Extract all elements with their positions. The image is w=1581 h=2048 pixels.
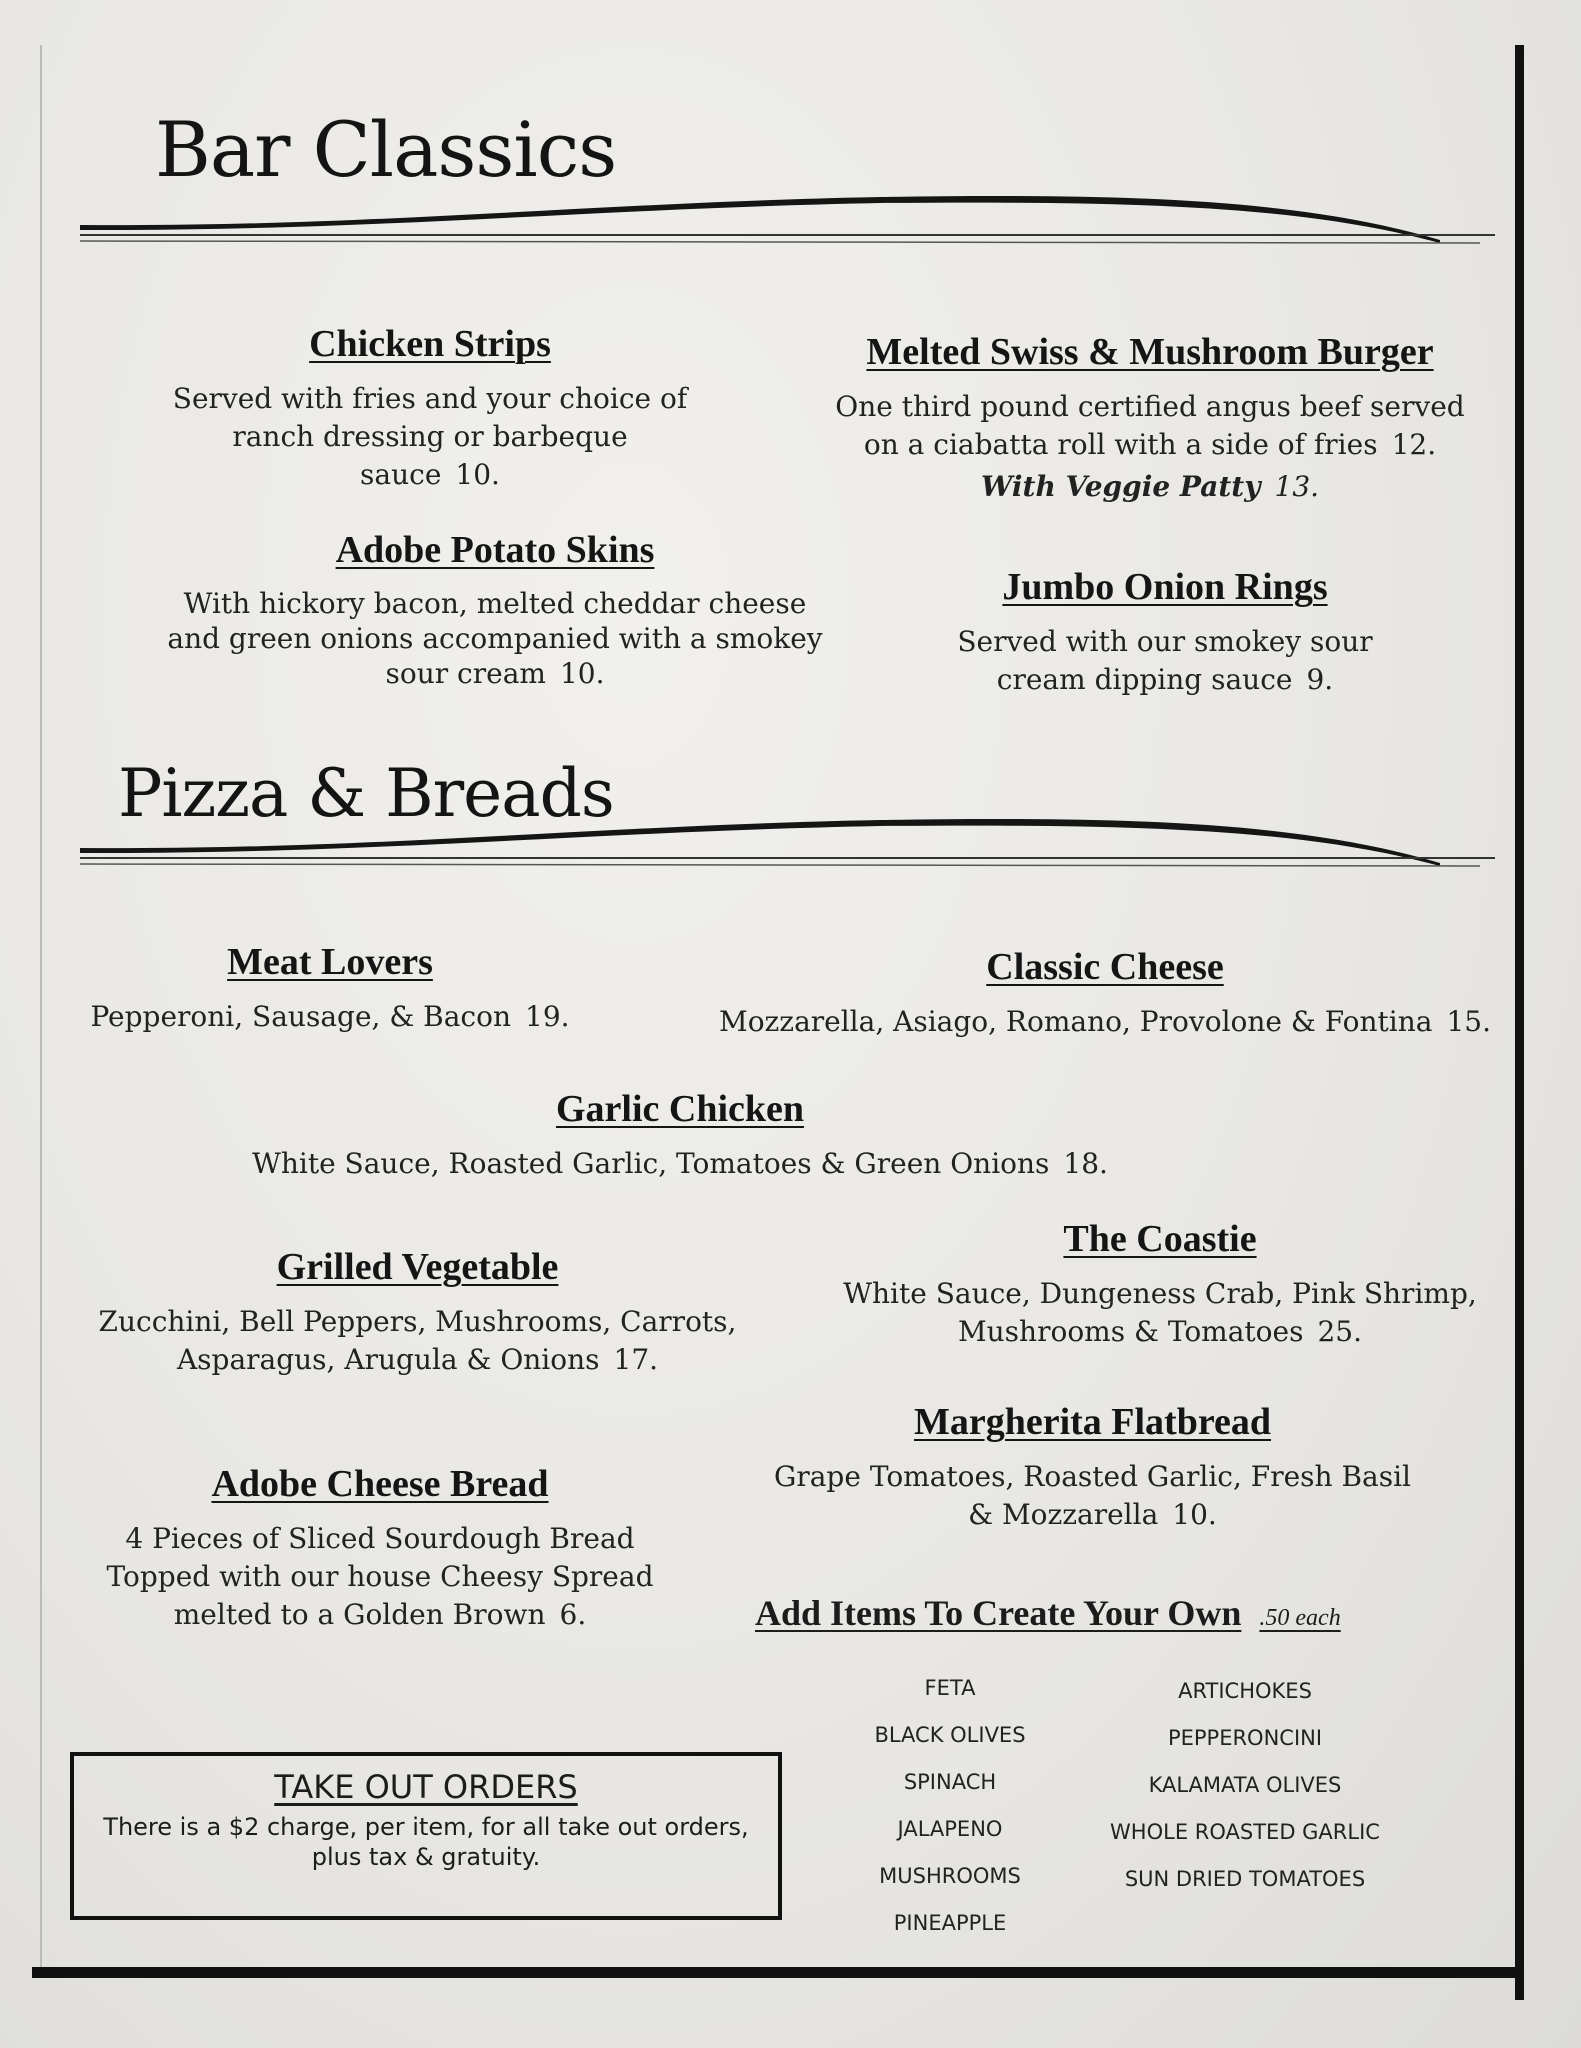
menu-item-grilled-vegetable (90, 1245, 745, 1379)
topping-item: ARTICHOKES (1178, 1679, 1312, 1703)
topping-item: SUN DRIED TOMATOES (1124, 1867, 1366, 1891)
menu-item-coastie (840, 1217, 1480, 1351)
item-description: White Sauce, Dungeness Crab, Pink Shrimp, Mushrooms & Tomatoes 25. (843, 1277, 1477, 1348)
item-description: Pepperoni, Sausage, & Bacon 19. (90, 1000, 570, 1033)
item-description: Mozzarella, Asiago, Romano, Provolone & Fontina 15. (719, 1005, 1491, 1038)
item-price: 10. (455, 458, 500, 491)
item-description: 4 Pieces of Sliced Sourdough Bread Topped with our house Cheesy Spread melted to a Golden Brown 6. (106, 1522, 654, 1631)
menu-item-onion-rings (935, 565, 1395, 699)
takeout-title: TAKE OUT ORDERS (274, 1768, 578, 1806)
item-description: One third pound certified angus beef served on a ciabatta roll with a side of fries 12. (835, 390, 1465, 461)
topping-item: SPINACH (903, 1770, 997, 1794)
menu-item-meat-lovers (70, 940, 590, 1036)
item-name: Grilled Vegetable (276, 1246, 559, 1288)
topping-item: MUSHROOMS (879, 1864, 1021, 1888)
topping-item: KALAMATA OLIVES (1148, 1773, 1342, 1797)
item-description: Grape Tomatoes, Roasted Garlic, Fresh Basil & Mozzarella 10. (773, 1460, 1411, 1531)
toppings-list-right (1090, 1668, 1400, 1903)
topping-item: BLACK OLIVES (874, 1723, 1026, 1747)
item-price: 12. (1391, 428, 1437, 461)
menu-item-cheese-bread (75, 1462, 685, 1634)
item-price: 10. (559, 657, 605, 690)
item-name: Margherita Flatbread (913, 1401, 1272, 1443)
item-price: 15. (1446, 1005, 1491, 1038)
decorative-swoosh (80, 808, 1505, 878)
item-description: White Sauce, Roasted Garlic, Tomatoes & Green Onions 18. (252, 1147, 1108, 1180)
menu-item-chicken-strips (160, 322, 700, 494)
item-price: 9. (1306, 663, 1334, 696)
item-price: 10. (1172, 1498, 1217, 1531)
topping-item: FETA (924, 1676, 976, 1700)
item-name: Adobe Cheese Bread (211, 1463, 549, 1505)
addons-price: .50 each (1259, 1605, 1341, 1631)
item-price: 18. (1063, 1147, 1108, 1180)
menu-item-margherita (770, 1400, 1415, 1534)
item-price: 17. (613, 1343, 659, 1376)
item-name: Garlic Chicken (555, 1088, 805, 1130)
item-price: 25. (1317, 1315, 1363, 1348)
toppings-list-left (810, 1665, 1090, 1947)
section-title-bar-classics: Bar Classics (155, 105, 617, 194)
takeout-notice-box (70, 1752, 782, 1920)
item-name: The Coastie (1063, 1218, 1257, 1260)
topping-item: JALAPENO (897, 1817, 1003, 1841)
item-name: Classic Cheese (986, 946, 1224, 988)
item-price: 6. (559, 1598, 587, 1631)
section-title-pizza-breads: Pizza & Breads (118, 755, 614, 832)
item-description: Served with our smokey sour cream dipping sauce 9. (957, 625, 1373, 696)
topping-item: WHOLE ROASTED GARLIC (1110, 1820, 1380, 1844)
item-name: Chicken Strips (309, 323, 551, 365)
item-name: Melted Swiss & Mushroom Burger (866, 331, 1434, 373)
item-description: Zucchini, Bell Peppers, Mushrooms, Carrots, Asparagus, Arugula & Onions 17. (98, 1305, 737, 1376)
item-name: Meat Lovers (227, 941, 433, 983)
item-description: With hickory bacon, melted cheddar cheese and green onions accompanied with a smokey sour cream 10. (167, 587, 823, 690)
item-name: Adobe Potato Skins (335, 529, 655, 571)
decorative-swoosh (80, 185, 1505, 255)
item-name: Jumbo Onion Rings (1002, 566, 1328, 608)
page-edge-line (40, 45, 42, 1970)
menu-item-potato-skins (155, 528, 835, 691)
menu-item-classic-cheese (715, 945, 1495, 1041)
item-description: Served with fries and your choice of ranch dressing or barbeque sauce 10. (172, 382, 688, 491)
page-border-bottom (32, 1967, 1524, 1978)
menu-item-garlic-chicken (230, 1087, 1130, 1183)
takeout-text: There is a $2 charge, per item, for all take out orders, plus tax & gratuity. (103, 1813, 749, 1871)
addons-title: Add Items To Create Your Own .50 each (755, 1593, 1341, 1633)
item-price: 19. (525, 1000, 570, 1033)
topping-item: PINEAPPLE (893, 1911, 1007, 1935)
page-border-right (1515, 45, 1524, 2000)
menu-item-swiss-burger (815, 330, 1485, 506)
topping-item: PEPPERONCINI (1167, 1726, 1323, 1750)
veggie-option: With Veggie Patty 13. (980, 470, 1320, 503)
